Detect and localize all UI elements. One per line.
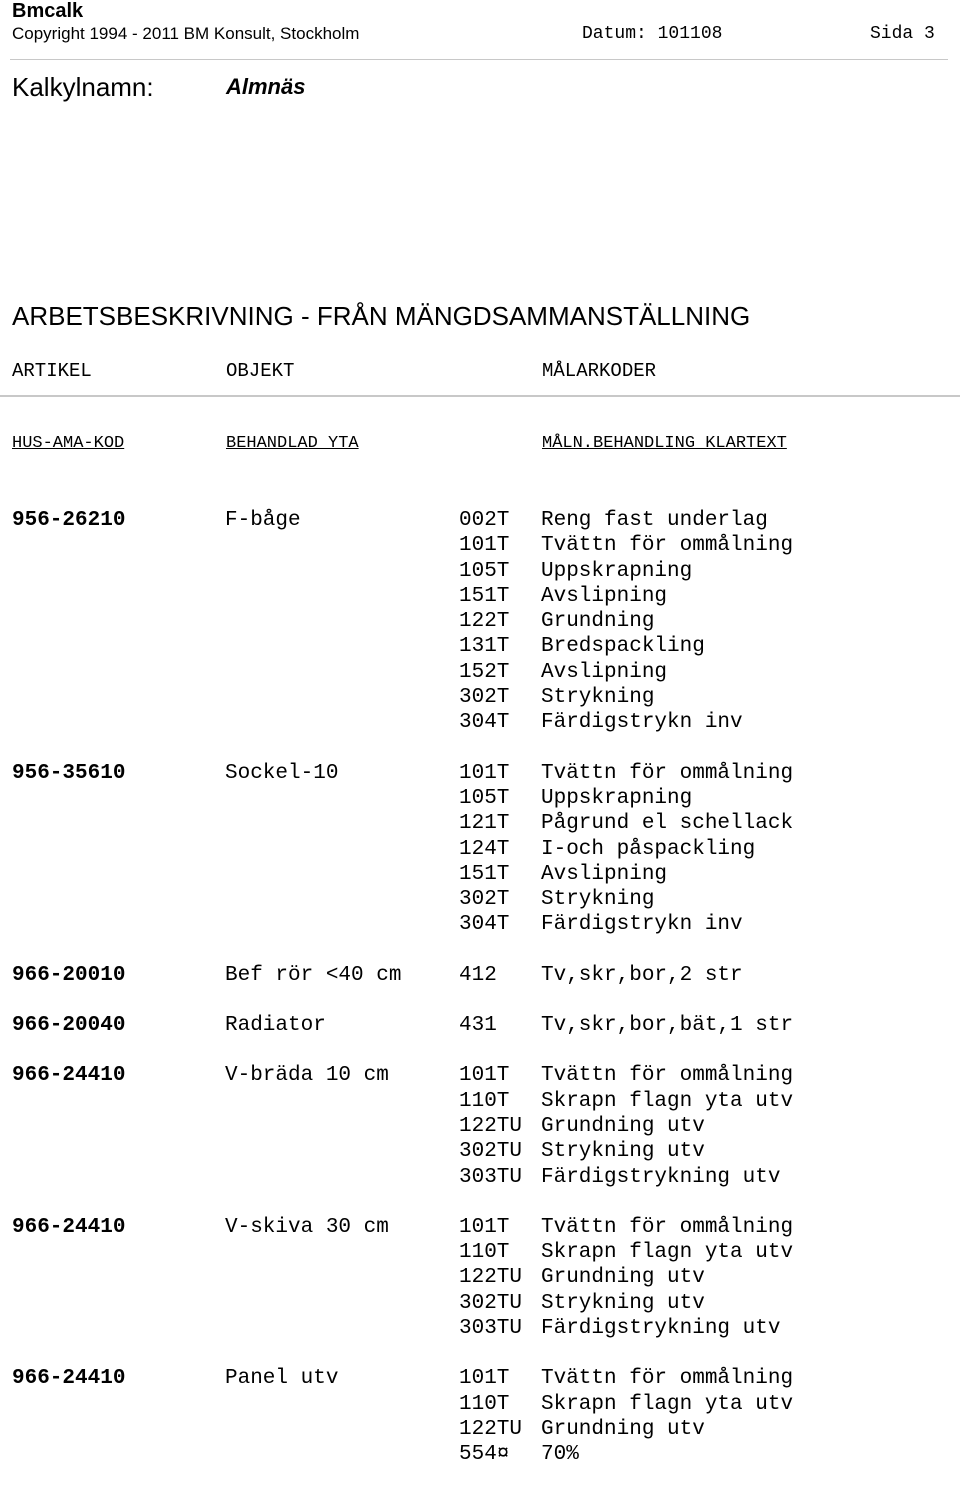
treatment-row [459,1063,960,1088]
treatment-row [459,1089,960,1114]
treatment-text: Tvättn för ommålning [541,761,794,785]
copyright-notice: Copyright 1994 - 2011 BM Konsult, Stockholm [12,24,360,43]
treatment-row [459,837,960,862]
treatment-text: Avslipning [541,660,668,684]
treatment-text: Strykning [541,888,655,912]
painter-code: 105T [459,559,510,583]
hus-ama-code: 966-24410 [12,1064,126,1088]
treatment-row [459,1417,960,1442]
treatment-row [459,1316,960,1341]
work-description-list [0,508,960,1493]
treatment-row [459,533,960,558]
painter-code: 304T [459,913,510,937]
treatment-text: Pågrund el schellack [541,812,794,836]
painter-code: 151T [459,584,510,608]
treatment-text: Grundning utv [541,1266,705,1290]
treated-surface: F-båge [225,509,301,532]
treatment-row [459,786,960,811]
painter-code: 002T [459,509,510,532]
treatment-list [459,1215,960,1341]
treatment-row [459,1114,960,1139]
treatment-text: 70% [541,1443,579,1467]
treatment-row [459,710,960,735]
treated-surface: Bef rör <40 cm [225,963,402,987]
treatment-text: Grundning utv [541,1417,705,1441]
treatment-text: Tv,skr,bor,2 str [541,963,743,987]
treatment-text: Strykning utv [541,1140,705,1164]
painter-code: 302TU [459,1291,523,1315]
column-header-divider [0,395,960,397]
treatment-text: Avslipning [541,584,668,608]
treatment-text: Skrapn flagn yta utv [541,1089,794,1113]
calculation-name: Almnäs [226,74,306,99]
painter-code: 101T [459,761,510,785]
hus-ama-code: 956-26210 [12,509,126,532]
treatment-row [459,1291,960,1316]
treatment-row [459,1013,960,1038]
date-field [582,24,722,44]
treatment-text: Strykning [541,686,655,710]
painter-code: 131T [459,635,510,659]
work-entry [0,1013,960,1038]
painter-code: 110T [459,1392,510,1416]
treatment-row [459,963,960,988]
treatment-row [459,609,960,634]
painter-code: 302TU [459,1140,523,1164]
treatment-row [459,685,960,710]
treatment-text: Skrapn flagn yta utv [541,1241,794,1265]
treatment-row [459,634,960,659]
painter-code: 304T [459,711,510,735]
treatment-row [459,912,960,937]
treatment-row [459,1165,960,1190]
treatment-text: Tvättn för ommålning [541,1215,794,1239]
hus-ama-code: 956-35610 [12,761,126,785]
column-subheader-hus-ama-kod: HUS-AMA-KOD [12,434,125,453]
column-header-objekt: OBJEKT [226,360,295,382]
treatment-row [459,1139,960,1164]
work-entry [0,1366,960,1467]
treatment-text: Färdigstrykning utv [541,1165,781,1189]
treatment-text: Reng fast underlag [541,509,768,532]
treatment-list [459,761,960,938]
treatment-row [459,559,960,584]
painter-code: 101T [459,1367,510,1391]
treated-surface: V-bräda 10 cm [225,1064,389,1088]
treatment-row [459,1240,960,1265]
header-divider [10,59,948,60]
hus-ama-code: 966-20040 [12,1014,126,1038]
painter-code: 101T [459,534,510,558]
column-header-malarkoder: MÅLARKODER [542,360,657,382]
treatment-text: Tvättn för ommålning [541,1064,794,1088]
app-name: Bmcalk [12,0,84,22]
page-number: 3 [924,24,935,44]
hus-ama-code: 966-24410 [12,1367,126,1391]
treatment-list [459,1366,960,1467]
page-label: Sida [870,24,914,44]
painter-code: 431 [459,1014,497,1038]
treatment-list [459,1013,960,1038]
work-entry [0,508,960,736]
painter-code: 122T [459,610,510,634]
treatment-text: Grundning utv [541,1114,705,1138]
treatment-row [459,862,960,887]
painter-code: 122TU [459,1417,523,1441]
treatment-text: Avslipning [541,862,668,886]
work-entry [0,963,960,988]
treatment-row [459,1392,960,1417]
treatment-row [459,811,960,836]
column-subheader-klartext: MÅLN.BEHANDLING KLARTEXT [542,434,787,453]
painter-code: 152T [459,660,510,684]
treatment-list [459,508,960,736]
report-title: ARBETSBESKRIVNING - FRÅN MÄNGDSAMMANSTÄLLNING [12,301,751,331]
painter-code: 101T [459,1215,510,1239]
treatment-text: Uppskrapning [541,786,693,810]
painter-code: 554¤ [459,1443,510,1467]
treated-surface: Radiator [225,1014,326,1038]
treatment-text: Färdigstrykn inv [541,711,743,735]
painter-code: 412 [459,963,497,987]
treatment-list [459,963,960,988]
column-header-artikel: ARTIKEL [12,360,92,382]
work-entry [0,1215,960,1341]
painter-code: 303TU [459,1165,523,1189]
treated-surface: Panel utv [225,1367,339,1391]
treatment-row [459,508,960,533]
painter-code: 101T [459,1064,510,1088]
treatment-text: Tvättn för ommålning [541,1367,794,1391]
treatment-text: Skrapn flagn yta utv [541,1392,794,1416]
treatment-row [459,584,960,609]
work-entry [0,761,960,938]
treated-surface: V-skiva 30 cm [225,1215,389,1239]
treatment-text: Tvättn för ommålning [541,534,794,558]
treatment-row [459,761,960,786]
work-entry [0,1063,960,1189]
painter-code: 110T [459,1241,510,1265]
treatment-text: Bredspackling [541,635,705,659]
treated-surface: Sockel-10 [225,761,339,785]
painter-code: 124T [459,837,510,861]
painter-code: 302T [459,686,510,710]
treatment-row [459,1215,960,1240]
treatment-text: Färdigstrykn inv [541,913,743,937]
painter-code: 121T [459,812,510,836]
treatment-text: Grundning [541,610,655,634]
treatment-text: Färdigstrykning utv [541,1317,781,1341]
painter-code: 122TU [459,1114,523,1138]
column-subheader-behandlad-yta: BEHANDLAD YTA [226,434,359,453]
treatment-row [459,887,960,912]
treatment-text: Uppskrapning [541,559,693,583]
calculation-label: Kalkylnamn: [12,72,154,102]
painter-code: 122TU [459,1266,523,1290]
treatment-row [459,1265,960,1290]
painter-code: 105T [459,786,510,810]
treatment-row [459,1366,960,1391]
painter-code: 302T [459,888,510,912]
hus-ama-code: 966-20010 [12,963,126,987]
page-field [870,24,935,44]
treatment-text: Tv,skr,bor,bät,1 str [541,1014,794,1038]
treatment-row [459,1442,960,1467]
treatment-list [459,1063,960,1189]
painter-code: 110T [459,1089,510,1113]
hus-ama-code: 966-24410 [12,1215,126,1239]
treatment-text: I-och påspackling [541,837,756,861]
date-label: Datum: [582,24,647,44]
treatment-row [459,660,960,685]
treatment-text: Strykning utv [541,1291,705,1315]
date-value: 101108 [657,24,723,44]
painter-code: 303TU [459,1317,523,1341]
painter-code: 151T [459,862,510,886]
